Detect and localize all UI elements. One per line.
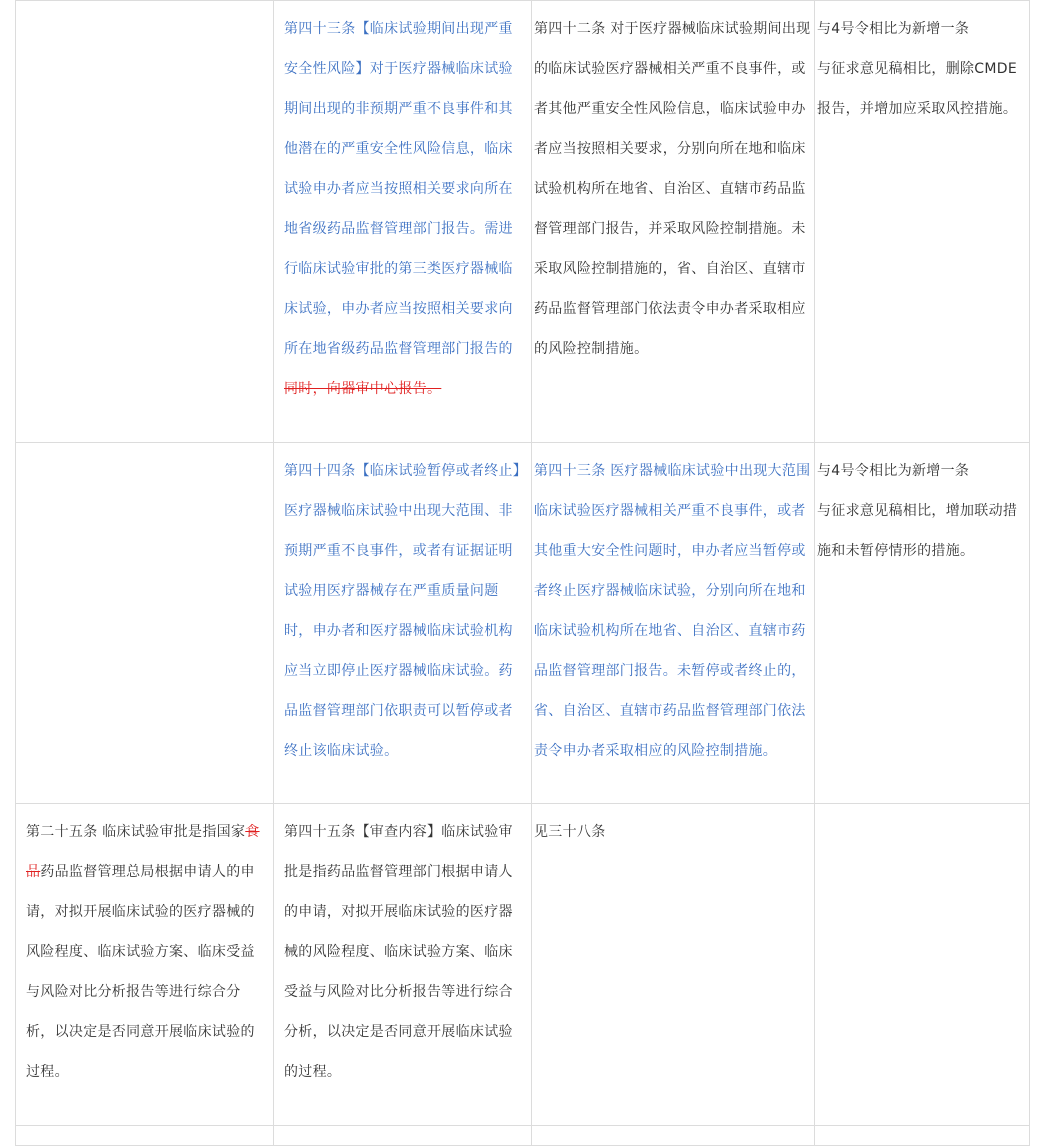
remarks-text — [815, 1, 1029, 129]
table-cell — [815, 443, 1030, 804]
table-cell — [815, 1126, 1030, 1146]
table-cell — [274, 804, 532, 1126]
final-regulation-text: 第四十二条 对于医疗器械临床试验期间出现的临床试验医疗器械相关严重不良事件，或者其他严重安全性风险信息，临床试验申办者应当按照相关要求，分别向所在地和临床试验机构所在地省、自治区、直辖市药品监督管理部门报告，并采取风险控制措施。未采取风险控制措施的，省、自治区、直辖市药品监督管理部门依法责令申办者采取相应的风险控制措施。 — [534, 21, 811, 357]
old-text-before: 第二十五条 临床试验审批是指国家 — [26, 824, 246, 840]
remark-line: 与4号令相比为新增一条 — [817, 463, 970, 479]
table-cell — [815, 804, 1030, 1126]
remark-line: 施和未暂停情形的措施。 — [817, 543, 975, 559]
table-row — [16, 804, 1030, 1126]
table-row — [16, 1, 1030, 443]
old-regulation-text — [16, 804, 273, 1092]
old-text-after: 药品监督管理总局根据申请人的申请，对拟开展临床试验的医疗器械的风险程度、临床试验方案、临床受益与风险对比分析报告等进行综合分析，以决定是否同意开展临床试验的过程。 — [26, 864, 255, 1080]
remarks-text — [815, 804, 1029, 812]
table-cell — [532, 1, 815, 443]
table-cell — [16, 1126, 274, 1146]
remark-line: 报告，并增加应采取风控措施。 — [817, 101, 1018, 117]
remark-line: 与征求意见稿相比，删除CMDE — [817, 61, 1017, 77]
table-row — [16, 1126, 1030, 1146]
table-cell — [16, 443, 274, 804]
table-row — [16, 443, 1030, 804]
remark-line: 与征求意见稿相比，增加联动措 — [817, 503, 1018, 519]
deleted-text: 同时，向器审中心报告。 — [284, 381, 442, 397]
draft-regulation-text: 第四十四条【临床试验暂停或者终止】医疗器械临床试验中出现大范围、非预期严重不良事件，或者有证据证明试验用医疗器械存在严重质量问题时，申办者和医疗器械临床试验机构应当立即停止医疗器械临床试验。药品监督管理部门依职责可以暂停或者终止该临床试验。 — [284, 463, 521, 759]
comparison-table — [15, 0, 1030, 1146]
table-cell — [274, 443, 532, 804]
table-cell — [532, 443, 815, 804]
table-cell — [274, 1126, 532, 1146]
deleted-text: 食品 — [26, 824, 260, 880]
draft-regulation-text: 第四十五条【审查内容】临床试验审批是指药品监督管理部门根据申请人的申请，对拟开展临床试验的医疗器械的风险程度、临床试验方案、临床受益与风险对比分析报告等进行综合分析，以决定是否同意开展临床试验的过程。 — [284, 824, 513, 1080]
old-regulation-text — [16, 443, 273, 451]
final-regulation-text: 第四十三条 医疗器械临床试验中出现大范围临床试验医疗器械相关严重不良事件，或者其他重大安全性问题时，申办者应当暂停或者终止医疗器械临床试验，分别向所在地和临床试验机构所在地省、自治区、直辖市药品监督管理部门报告。未暂停或者终止的，省、自治区、直辖市药品监督管理部门依法责令申办者采取相应的风险控制措施。 — [534, 463, 811, 759]
draft-regulation-text — [274, 1, 531, 409]
table-cell — [532, 1126, 815, 1146]
old-regulation-text — [16, 1, 273, 9]
remark-line: 与4号令相比为新增一条 — [817, 21, 970, 37]
table-cell — [274, 1, 532, 443]
table-cell — [16, 1, 274, 443]
table-cell — [532, 804, 815, 1126]
table-cell — [815, 1, 1030, 443]
final-regulation-text: 见三十八条 — [534, 824, 606, 840]
remarks-text — [815, 443, 1029, 571]
table-cell — [16, 804, 274, 1126]
draft-text: 第四十三条【临床试验期间出现严重安全性风险】对于医疗器械临床试验期间出现的非预期严重不良事件和其他潜在的严重安全性风险信息，临床试验申办者应当按照相关要求向所在地省级药品监督管理部门报告。需进行临床试验审批的第三类医疗器械临床试验，申办者应当按照相关要求向所在地省级药品监督管理部门报告的 — [284, 21, 513, 357]
